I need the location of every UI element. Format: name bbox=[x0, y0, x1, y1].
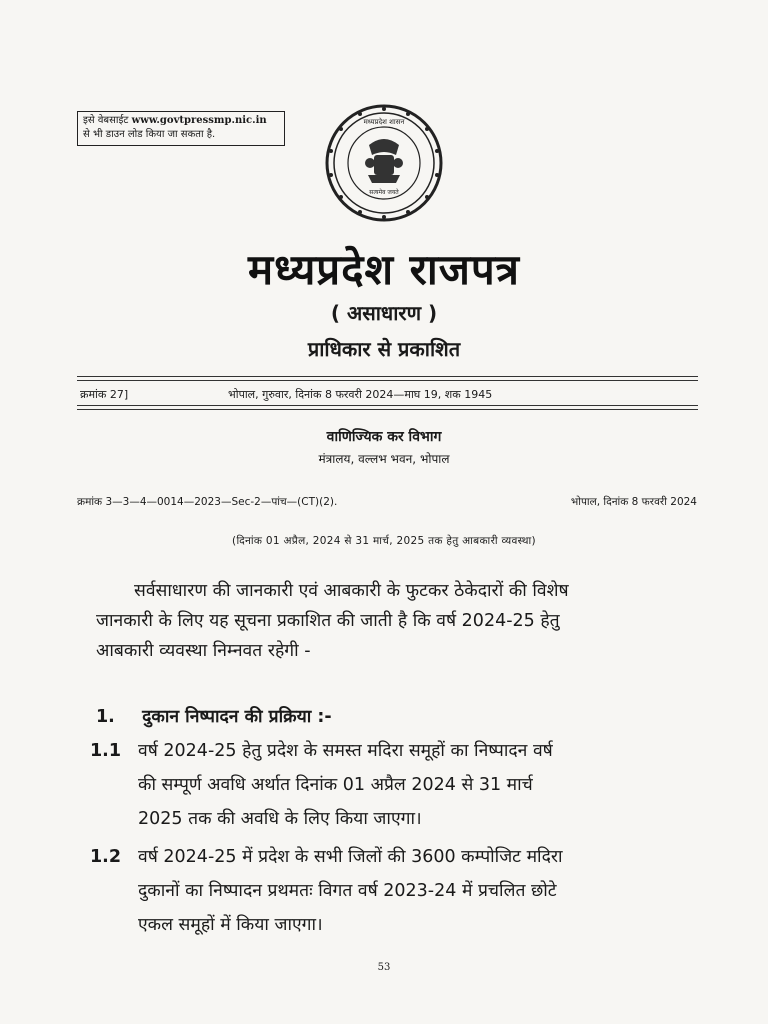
clause-line: वर्ष 2024-25 हेतु प्रदेश के समस्त मदिरा समूहों का निष्पादन वर्ष bbox=[138, 741, 553, 761]
gazette-subtitle: ( असाधारण ) bbox=[330, 301, 438, 325]
gazette-title: मध्यप्रदेश राजपत्र bbox=[248, 245, 520, 294]
divider-top-2 bbox=[77, 380, 698, 381]
section-number: 1. bbox=[96, 707, 115, 727]
clause-text bbox=[138, 840, 693, 942]
clause-number: 1.1 bbox=[90, 741, 122, 761]
clause-line: एकल समूहों में किया जाएगा। bbox=[138, 915, 323, 935]
website-notice-line1 bbox=[83, 114, 279, 128]
state-emblem-seal-icon bbox=[324, 103, 444, 223]
issue-place-date: भोपाल, गुरुवार, दिनांक 8 फरवरी 2024—माघ 19, शक 1945 bbox=[228, 388, 493, 401]
order-number: क्रमांक 3—3—4—0014—2023—Sec-2—पांच—(CT)(2). bbox=[77, 496, 338, 508]
intro-paragraph bbox=[96, 576, 694, 666]
department-name: वाणिज्यिक कर विभाग bbox=[326, 429, 442, 445]
issue-number: क्रमांक 27] bbox=[80, 388, 129, 401]
clause-text bbox=[138, 734, 693, 836]
seal-top-text: मध्यप्रदेश शासन bbox=[363, 118, 405, 126]
order-date: भोपाल, दिनांक 8 फरवरी 2024 bbox=[570, 496, 697, 508]
clause-line: की सम्पूर्ण अवधि अर्थात दिनांक 01 अप्रैल 2024 से 31 मार्च bbox=[138, 775, 533, 795]
clause-line: दुकानों का निष्पादन प्रथमतः विगत वर्ष 2023-24 में प्रचलित छोटे bbox=[138, 881, 557, 901]
publication-authority: प्राधिकार से प्रकाशित bbox=[307, 337, 461, 361]
intro-line: सर्वसाधारण की जानकारी एवं आबकारी के फुटकर ठेकेदारों की विशेष bbox=[134, 581, 569, 601]
seal-bottom-text: सत्यमेव जयते bbox=[369, 189, 399, 196]
clause-number: 1.2 bbox=[90, 847, 122, 867]
intro-line: जानकारी के लिए यह सूचना प्रकाशित की जाती है कि वर्ष 2024-25 हेतु bbox=[96, 611, 560, 631]
section-heading bbox=[96, 704, 696, 728]
department-address: मंत्रालय, वल्लभ भवन, भोपाल bbox=[318, 452, 450, 466]
notice-title: (दिनांक 01 अप्रैल, 2024 से 31 मार्च, 2025 तक हेतु आबकारी व्यवस्था) bbox=[232, 535, 536, 547]
intro-line: आबकारी व्यवस्था निम्नवत रहेगी - bbox=[96, 641, 311, 661]
website-notice-prefix: इसे वेबसाईट bbox=[83, 115, 129, 126]
divider-bottom-2 bbox=[77, 409, 698, 410]
clause-line: 2025 तक की अवधि के लिए किया जाएगा। bbox=[138, 809, 422, 829]
clause-line: वर्ष 2024-25 में प्रदेश के सभी जिलों की 3600 कम्पोजिट मदिरा bbox=[138, 847, 563, 867]
section-title: दुकान निष्पादन की प्रक्रिया :- bbox=[142, 707, 332, 727]
website-url[interactable]: www.govtpressmp.nic.in bbox=[131, 115, 267, 126]
page-number: 53 bbox=[377, 962, 391, 973]
divider-bottom-1 bbox=[77, 405, 698, 406]
divider-top-1 bbox=[77, 376, 698, 377]
website-notice-line2: से भी डाउन लोड किया जा सकता है. bbox=[83, 129, 216, 140]
website-notice-box bbox=[77, 111, 285, 146]
